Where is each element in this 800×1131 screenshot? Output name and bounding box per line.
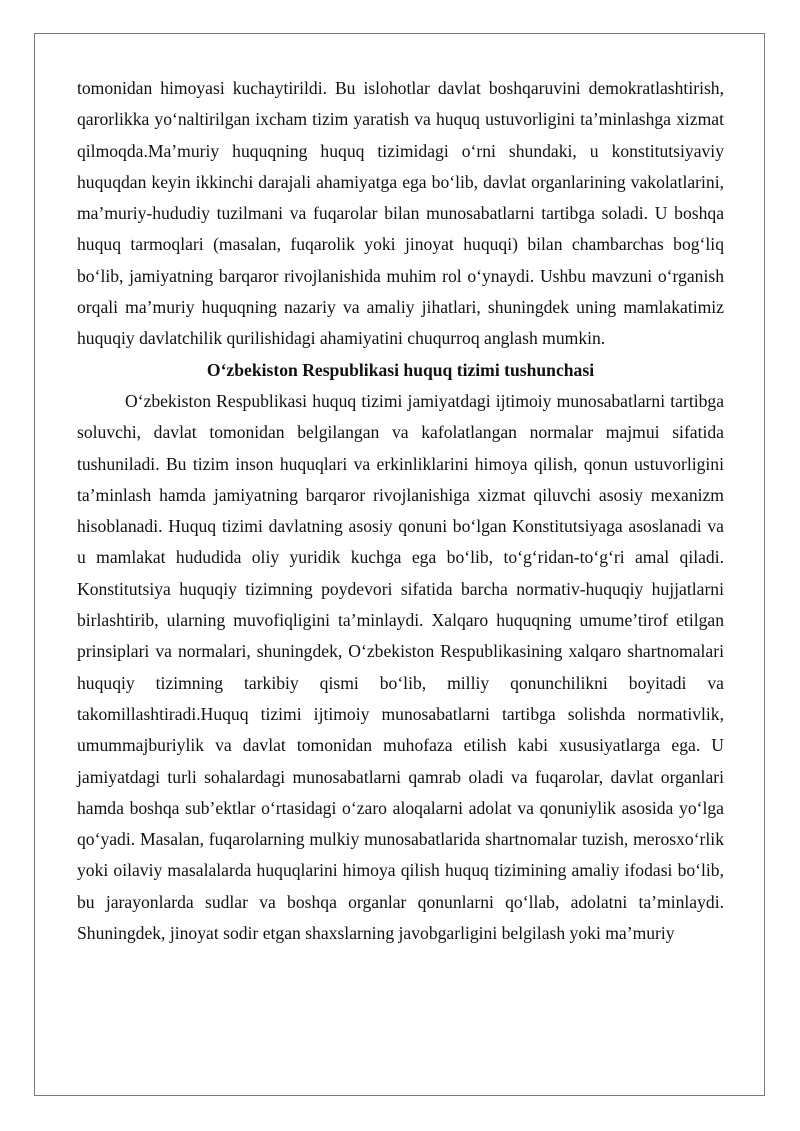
section-heading: O‘zbekiston Respublikasi huquq tizimi tushunchasi <box>206 359 595 380</box>
section-paragraph: O‘zbekiston Respublikasi huquq tizimi jamiyatdagi ijtimoiy munosabatlarni tartibga soluvchi, davlat tomonidan belgilangan va kafolatlangan normalar majmui sifatida tushuniladi. Bu tizim inson huquqlari va erkinliklarini himoya qilish, qonun ustuvorligini ta’minlash hamda jamiyatning barqaror rivojlanishiga xizmat qiluvchi asosiy mexanizm hisoblanadi. Huquq tizimi davlatning asosiy qonuni bo‘lgan Konstitutsiyaga asoslanadi va u mamlakat hududida oliy yuridik kuchga ega bo‘lib, to‘g‘ridan-to‘g‘ri amal qiladi. Konstitutsiya huquqiy tizimning poydevori sifatida barcha normativ-huquqiy hujjatlarni birlashtirib, ularning muvofiqligini ta’minlaydi. Xalqaro huquqning umume’tirof etilgan prinsiplari va normalari, shuningdek, O‘zbekiston Respublikasining xalqaro shartnomalari huquqiy tizimning tarkibiy qismi bo‘lib, milliy qonunchilikni boyitadi va takomillashtiradi.Huquq tizimi ijtimoiy munosabatlarni tartibga solishda normativlik, umummajburiylik va davlat tomonidan muhofaza etilish kabi xususiyatlarga ega. U jamiyatdagi turli sohalardagi munosabatlarni qamrab oladi va fuqarolar, davlat organlari hamda boshqa sub’ektlar o‘rtasidagi o‘zaro aloqalarni adolat va qonuniylik asosida yo‘lga qo‘yadi. Masalan, fuqarolarning mulkiy munosabatlarida shartnomalar tuzish, merosxo‘rlik yoki oilaviy masalalarda huquqlarini himoya qilish huquq tizimining amaliy ifodasi bo‘lib, bu jarayonlarda sudlar va boshqa organlar qonunlarni qo‘llab, adolatni ta’minlaydi. Shuningdek, jinoyat sodir etgan shaxslarning javobgarligini belgilash yoki ma’muriy <box>77 390 724 944</box>
continuation-paragraph: tomonidan himoyasi kuchaytirildi. Bu islohotlar davlat boshqaruvini demokratlashtirish, qarorlikka yo‘naltirilgan ixcham tizim yaratish va huquq ustuvorligini ta’minlashga xizmat qilmoqda.Ma’muriy huquqning huquq tizimidagi o‘rni shundaki, u konstitutsiyaviy huquqdan keyin ikkinchi darajali ahamiyatga ega bo‘lib, davlat organlarining vakolatlarini, ma’muriy-hududiy tuzilmani va fuqarolar bilan munosabatlarni tartibga soladi. U boshqa huquq tarmoqlari (masalan, fuqarolik yoki jinoyat huquqi) bilan chambarchas bog‘liq bo‘lib, jamiyatning barqaror rivojlanishida muhim rol o‘ynaydi. Ushbu mavzuni o‘rganish orqali ma’muriy huquqning nazariy va amaliy jihatlari, shuningdek uning mamlakatimiz huquqiy davlatchilik qurilishidagi ahamiyatini chuqurroq anglash mumkin. <box>77 78 724 349</box>
document-body <box>77 73 724 949</box>
